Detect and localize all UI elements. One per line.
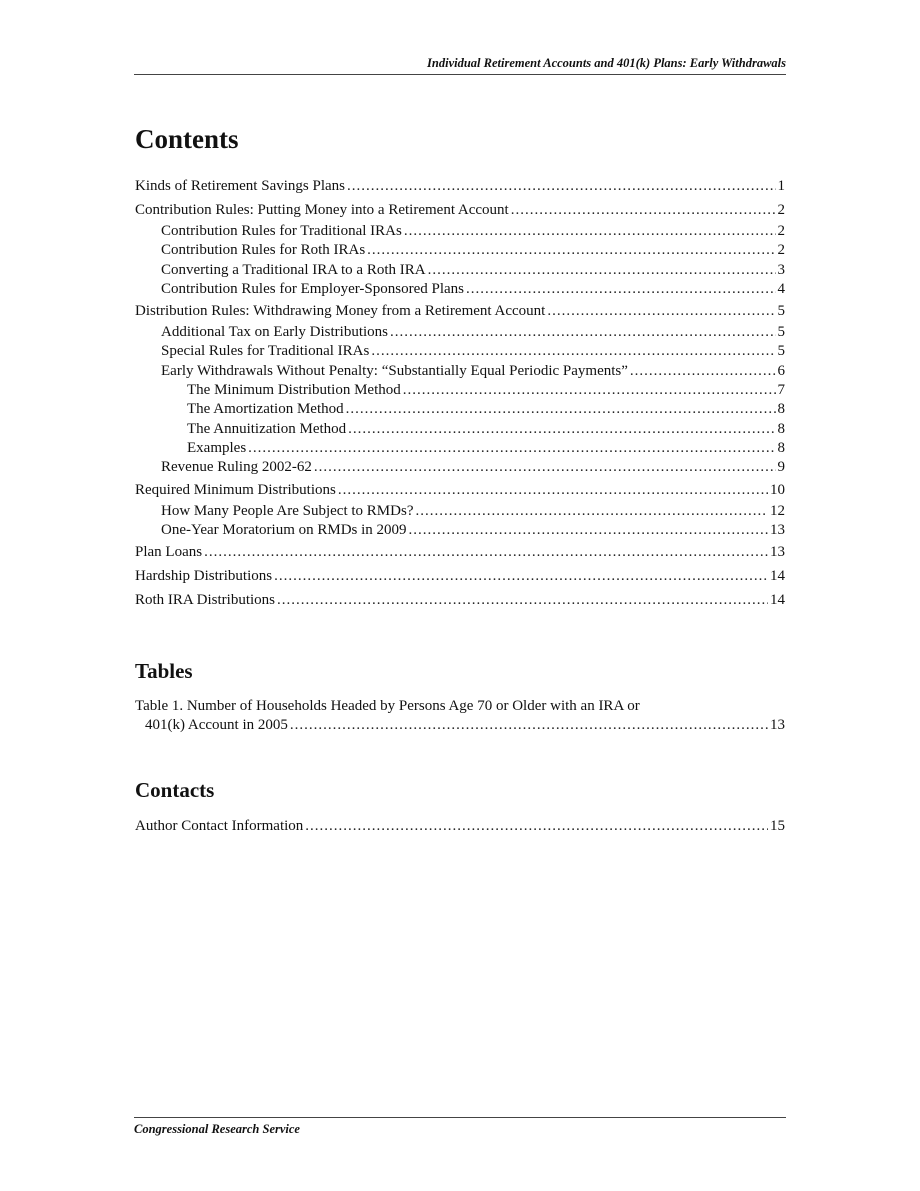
toc-entry-page: 2 bbox=[777, 202, 785, 218]
toc-entry-page: 14 bbox=[770, 568, 785, 585]
toc-entry[interactable] bbox=[135, 420, 785, 439]
tables-heading: Tables bbox=[135, 659, 193, 683]
dot-leader bbox=[371, 342, 775, 361]
toc-entry-title: Contribution Rules: Putting Money into a Retirement Account bbox=[135, 202, 509, 218]
toc-entry-title: Contribution Rules for Employer-Sponsored Plans bbox=[161, 280, 465, 297]
toc-entry[interactable] bbox=[135, 222, 785, 241]
dot-leader bbox=[348, 420, 775, 439]
toc-entry[interactable] bbox=[135, 478, 785, 502]
dot-leader bbox=[305, 814, 768, 838]
toc-entry[interactable] bbox=[135, 502, 785, 521]
toc-entry-page: 6 bbox=[777, 362, 785, 379]
table-entry-title-line1: Table 1. Number of Households Headed by Persons Age 70 or Older with an IRA or bbox=[135, 698, 640, 714]
toc-entry[interactable] bbox=[135, 362, 785, 381]
toc-entry[interactable] bbox=[135, 458, 785, 477]
toc-entry-title: Kinds of Retirement Savings Plans bbox=[135, 178, 345, 194]
toc-entry-title: Required Minimum Distributions bbox=[135, 481, 336, 498]
dot-leader bbox=[466, 280, 775, 299]
table-entry-line2 bbox=[135, 716, 785, 735]
toc-entry-page: 2 bbox=[777, 223, 785, 239]
toc-entry-title: Early Withdrawals Without Penalty: “Substantially Equal Periodic Payments” bbox=[161, 362, 628, 379]
toc-entry-title: Roth IRA Distributions bbox=[135, 592, 276, 609]
contents-heading: Contents bbox=[135, 124, 239, 154]
toc-entry-page: 8 bbox=[777, 439, 785, 456]
toc-entry[interactable] bbox=[135, 174, 785, 198]
toc-entry[interactable] bbox=[135, 588, 785, 612]
toc-entry-title: Contribution Rules for Traditional IRAs bbox=[161, 223, 402, 239]
toc-entry-page: 7 bbox=[777, 382, 785, 399]
table-entry-title-line2: 401(k) Account in 2005 bbox=[145, 717, 288, 734]
toc-entry-page: 14 bbox=[770, 592, 785, 609]
running-footer: Congressional Research Service bbox=[134, 1117, 786, 1137]
dot-leader bbox=[511, 198, 776, 222]
toc-entry[interactable] bbox=[135, 540, 785, 564]
toc-entry-page: 3 bbox=[777, 261, 785, 278]
contact-entry-page: 15 bbox=[770, 818, 785, 834]
toc-entry[interactable] bbox=[135, 323, 785, 342]
toc-entry-page: 9 bbox=[777, 459, 785, 476]
toc-entry-page: 13 bbox=[770, 521, 785, 538]
toc-entry-title: Revenue Ruling 2002-62 bbox=[161, 459, 312, 476]
contact-entry[interactable] bbox=[135, 814, 785, 838]
toc-entry-page: 10 bbox=[770, 481, 785, 498]
toc-entry[interactable] bbox=[135, 299, 785, 323]
dot-leader bbox=[409, 521, 768, 540]
toc-entry[interactable] bbox=[135, 261, 785, 280]
toc-entry-title: The Annuitization Method bbox=[187, 420, 347, 437]
running-header: Individual Retirement Accounts and 401(k) Plans: Early Withdrawals bbox=[134, 56, 786, 75]
dot-leader bbox=[403, 381, 776, 400]
toc-entry[interactable] bbox=[135, 342, 785, 361]
toc-entry-title: Converting a Traditional IRA to a Roth IRA bbox=[161, 261, 426, 278]
dot-leader bbox=[338, 478, 768, 502]
dot-leader bbox=[428, 261, 776, 280]
toc-entry[interactable] bbox=[135, 280, 785, 299]
dot-leader bbox=[290, 716, 768, 735]
toc-entry-page: 1 bbox=[777, 178, 785, 194]
dot-leader bbox=[277, 588, 768, 612]
toc-entry-page: 8 bbox=[777, 401, 785, 418]
toc-entry[interactable] bbox=[135, 564, 785, 588]
toc-entry-title: Hardship Distributions bbox=[135, 568, 273, 585]
contacts-list bbox=[135, 814, 785, 838]
toc-entry-title: The Amortization Method bbox=[187, 401, 344, 418]
toc-entry-page: 8 bbox=[777, 420, 785, 437]
toc-entry-page: 5 bbox=[777, 303, 785, 320]
toc-entry-title: Contribution Rules for Roth IRAs bbox=[161, 242, 366, 259]
dot-leader bbox=[404, 222, 776, 241]
toc-entry-title: Additional Tax on Early Distributions bbox=[161, 324, 388, 341]
toc-entry-title: Distribution Rules: Withdrawing Money from a Retirement Account bbox=[135, 303, 546, 320]
dot-leader bbox=[204, 540, 768, 564]
dot-leader bbox=[248, 439, 775, 458]
toc-entry[interactable] bbox=[135, 241, 785, 260]
dot-leader bbox=[274, 564, 768, 588]
dot-leader bbox=[415, 502, 768, 521]
toc-entry-page: 12 bbox=[770, 502, 785, 519]
toc-entry-title: Plan Loans bbox=[135, 544, 203, 561]
toc-entry[interactable] bbox=[135, 198, 785, 222]
toc-entry-page: 2 bbox=[777, 242, 785, 259]
table-entry-page: 13 bbox=[770, 717, 785, 734]
toc-entry-title: Special Rules for Traditional IRAs bbox=[161, 343, 370, 360]
dot-leader bbox=[547, 299, 775, 323]
toc-entry-page: 5 bbox=[777, 343, 785, 360]
toc-entry-title: The Minimum Distribution Method bbox=[187, 382, 401, 399]
contact-entry-title: Author Contact Information bbox=[135, 818, 304, 834]
contents-list bbox=[135, 174, 785, 612]
dot-leader bbox=[390, 323, 776, 342]
toc-entry-title: How Many People Are Subject to RMDs? bbox=[161, 502, 414, 519]
toc-entry-page: 13 bbox=[770, 544, 785, 561]
dot-leader bbox=[347, 174, 776, 198]
toc-entry-page: 4 bbox=[777, 280, 785, 297]
toc-entry-title: One-Year Moratorium on RMDs in 2009 bbox=[161, 521, 407, 538]
dot-leader bbox=[367, 241, 775, 260]
toc-entry-page: 5 bbox=[777, 324, 785, 341]
toc-entry[interactable] bbox=[135, 521, 785, 540]
table-list-entry[interactable] bbox=[135, 697, 785, 736]
contacts-heading: Contacts bbox=[135, 778, 215, 802]
dot-leader bbox=[630, 362, 776, 381]
toc-entry[interactable] bbox=[135, 439, 785, 458]
dot-leader bbox=[314, 458, 776, 477]
toc-entry-title: Examples bbox=[187, 439, 247, 456]
dot-leader bbox=[346, 400, 776, 419]
toc-entry[interactable] bbox=[135, 381, 785, 400]
toc-entry[interactable] bbox=[135, 400, 785, 419]
